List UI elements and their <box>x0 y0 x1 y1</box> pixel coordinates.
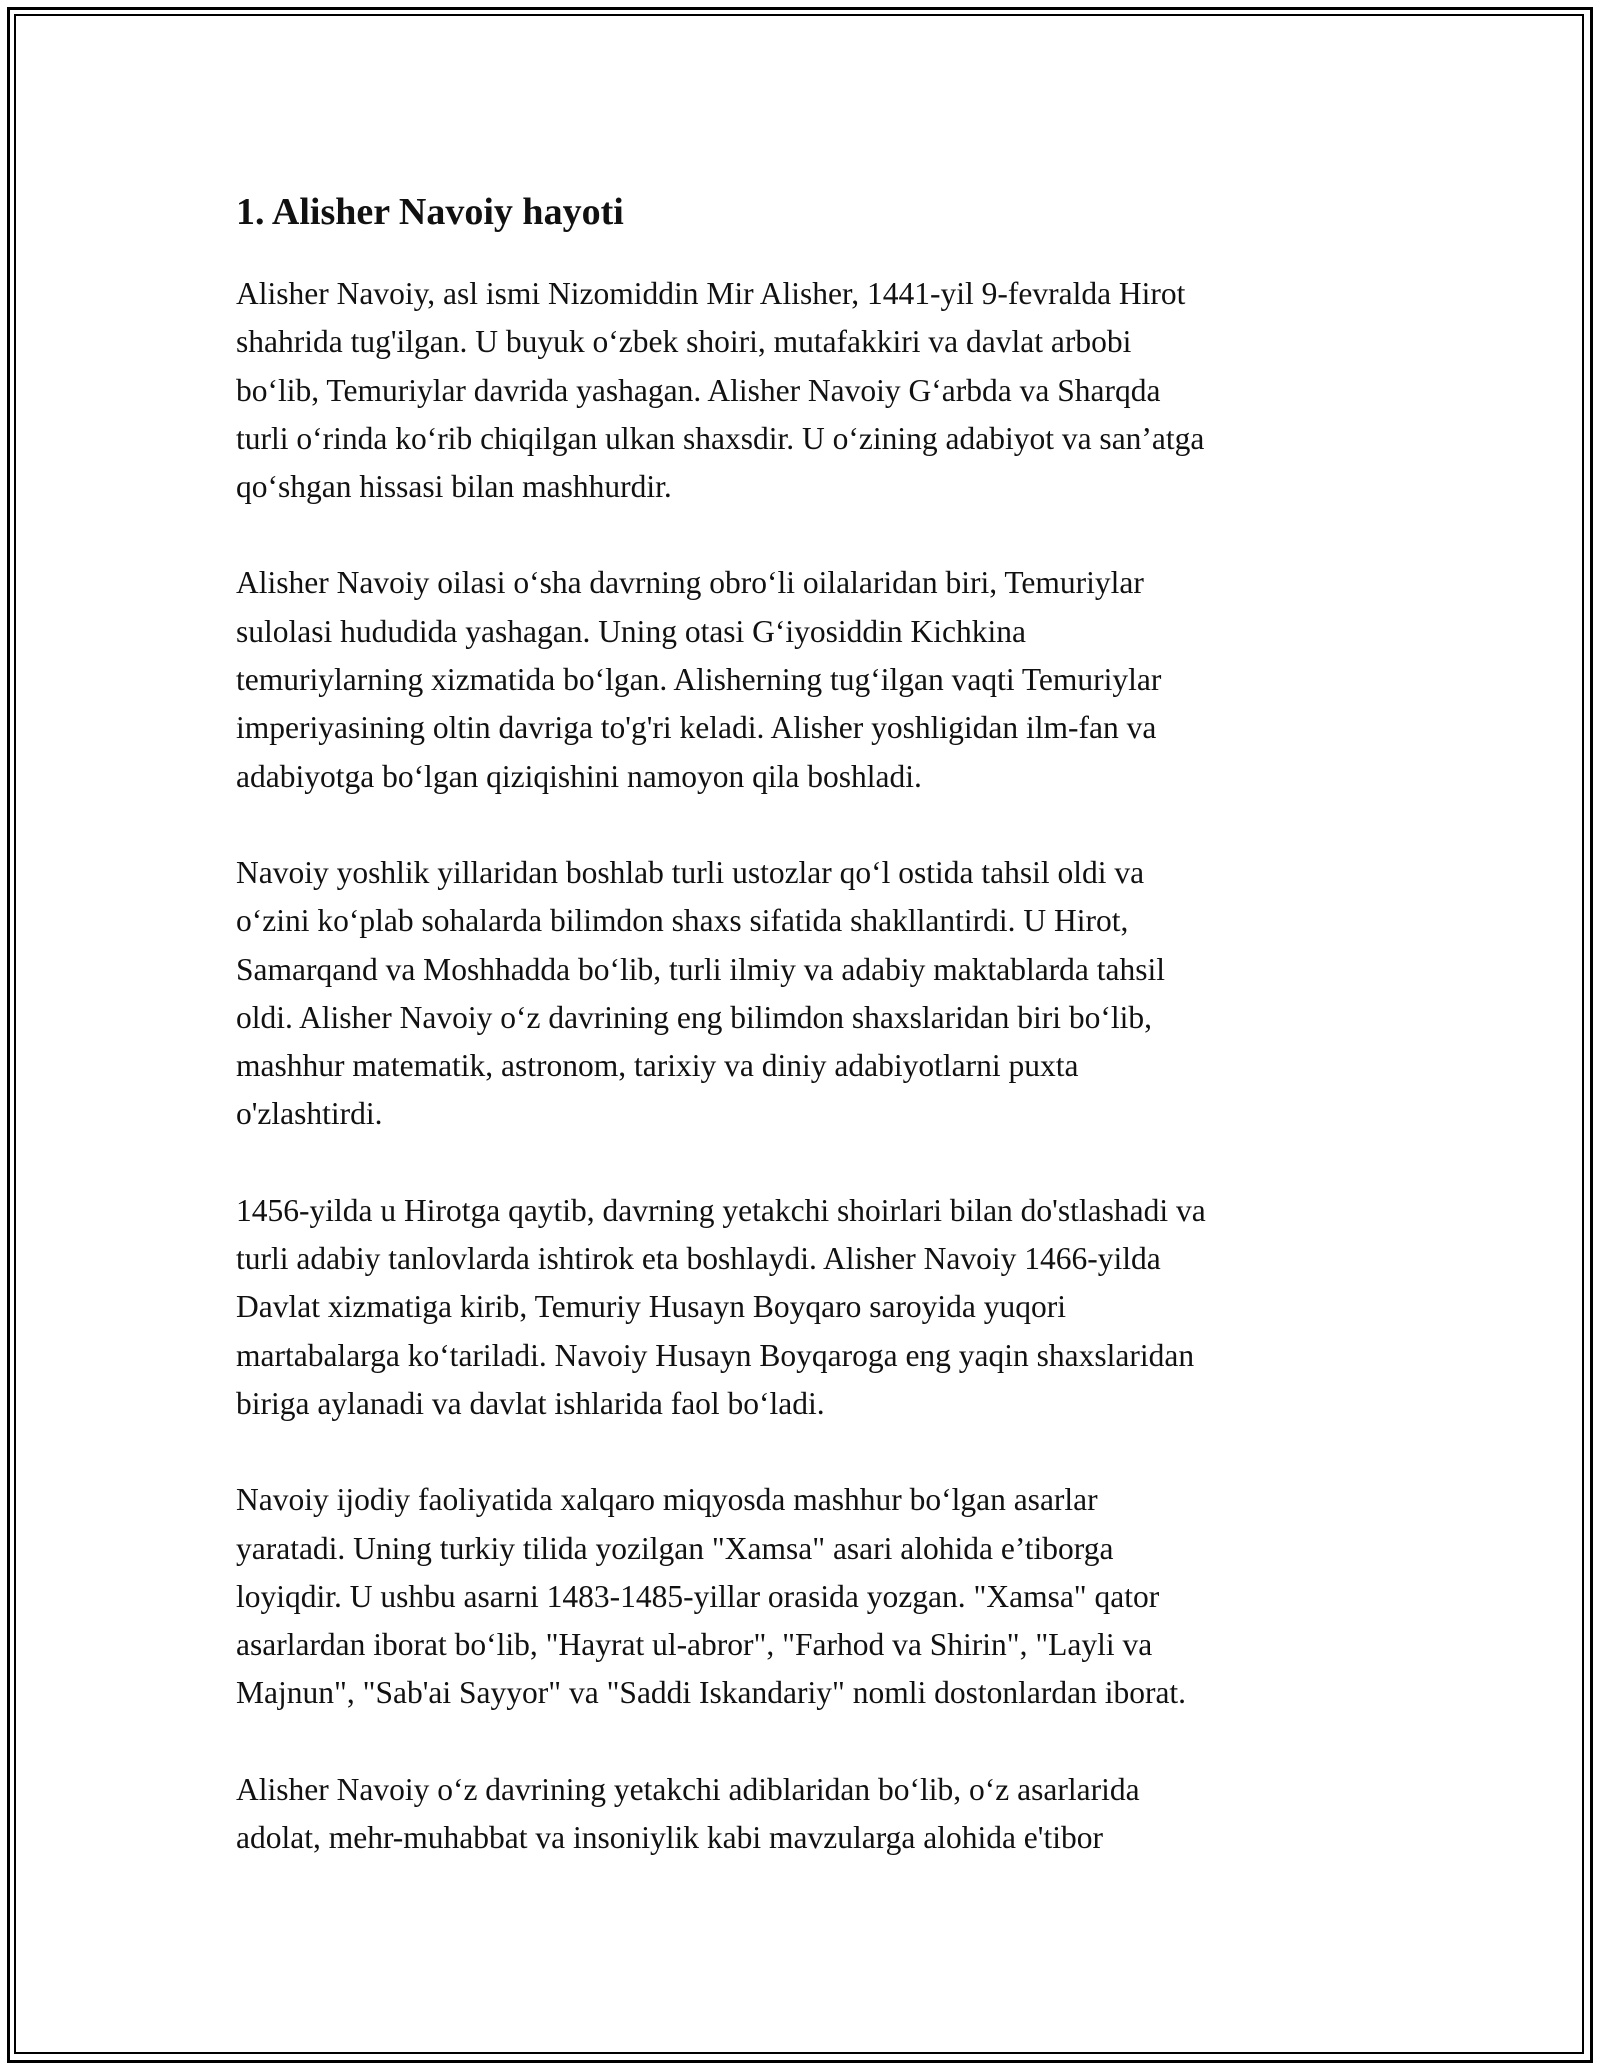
text-line: asarlardan iborat bo‘lib, "Hayrat ul-abror", "Farhod va Shirin", "Layli va <box>236 1627 1153 1663</box>
text-line: adolat, mehr-muhabbat va insoniylik kabi mavzularga alohida e'tibor <box>236 1820 1103 1856</box>
text-line: Alisher Navoiy oilasi o‘sha davrning obro‘li oilalaridan biri, Temuriylar <box>236 565 1144 601</box>
text-line: Samarqand va Moshhadda bo‘lib, turli ilmiy va adabiy maktablarda tahsil <box>236 951 1166 987</box>
text-line: temuriylarning xizmatida bo‘lgan. Alisherning tug‘ilgan vaqti Temuriylar <box>236 662 1162 698</box>
text-line: o‘zini ko‘plab sohalarda bilimdon shaxs sifatida shakllantirdi. U Hirot, <box>236 903 1129 939</box>
text-line: Majnun", "Sab'ai Sayyor" va "Saddi Iskandariy" nomli dostonlardan iborat. <box>236 1675 1187 1711</box>
text-line: sulolasi hududida yashagan. Uning otasi G‘iyosiddin Kichkina <box>236 613 1027 649</box>
text-line: o'zlashtirdi. <box>236 1096 383 1132</box>
paragraph-1 <box>236 270 1376 511</box>
text-line: turli adabiy tanlovlarda ishtirok eta boshlaydi. Alisher Navoiy 1466-yilda <box>236 1241 1161 1277</box>
text-line: Navoiy yoshlik yillaridan boshlab turli ustozlar qo‘l ostida tahsil oldi va <box>236 854 1145 890</box>
paragraph-4 <box>236 1187 1376 1428</box>
paragraph-3 <box>236 849 1376 1139</box>
text-line: 1456-yilda u Hirotga qaytib, davrning yetakchi shoirlari bilan do'stlashadi va <box>236 1192 1206 1228</box>
text-line: oldi. Alisher Navoiy o‘z davrining eng bilimdon shaxslaridan biri bo‘lib, <box>236 999 1152 1035</box>
text-line: martabalarga ko‘tariladi. Navoiy Husayn Boyqaroga eng yaqin shaxslaridan <box>236 1337 1195 1373</box>
text-line: biriga aylanadi va davlat ishlarida faol bo‘ladi. <box>236 1385 825 1421</box>
text-line: imperiyasining oltin davriga to'g'ri keladi. Alisher yoshligidan ilm-fan va <box>236 710 1157 746</box>
text-line: shahrida tug'ilgan. U buyuk o‘zbek shoiri, mutafakkiri va davlat arbobi <box>236 324 1132 360</box>
text-line: adabiyotga bo‘lgan qiziqishini namoyon qila boshladi. <box>236 758 922 794</box>
section-title: 1. Alisher Navoiy hayoti <box>236 191 624 233</box>
text-line: Alisher Navoiy o‘z davrining yetakchi adiblaridan bo‘lib, o‘z asarlarida <box>236 1771 1140 1807</box>
paragraph-2 <box>236 559 1376 800</box>
text-line: bo‘lib, Temuriylar davrida yashagan. Alisher Navoiy G‘arbda va Sharqda <box>236 372 1161 408</box>
text-line: Navoiy ijodiy faoliyatida xalqaro miqyosda mashhur bo‘lgan asarlar <box>236 1482 1098 1518</box>
text-line: turli o‘rinda ko‘rib chiqilgan ulkan shaxsdir. U o‘zining adabiyot va san’atga <box>236 420 1205 456</box>
paragraph-6 <box>236 1766 1376 1863</box>
document-body <box>236 186 1376 1910</box>
text-line: qo‘shgan hissasi bilan mashhurdir. <box>236 469 672 505</box>
text-line: Davlat xizmatiga kirib, Temuriy Husayn Boyqaro saroyida yuqori <box>236 1289 1067 1325</box>
text-line: mashhur matematik, astronom, tarixiy va diniy adabiyotlarni puxta <box>236 1048 1079 1084</box>
text-line: loyiqdir. U ushbu asarni 1483-1485-yillar orasida yozgan. "Xamsa" qator <box>236 1578 1160 1614</box>
text-line: Alisher Navoiy, asl ismi Nizomiddin Mir Alisher, 1441-yil 9-fevralda Hirot <box>236 276 1186 311</box>
paragraph-5 <box>236 1476 1376 1717</box>
text-line: yaratadi. Uning turkiy tilida yozilgan "Xamsa" asari alohida e’tiborga <box>236 1530 1114 1566</box>
